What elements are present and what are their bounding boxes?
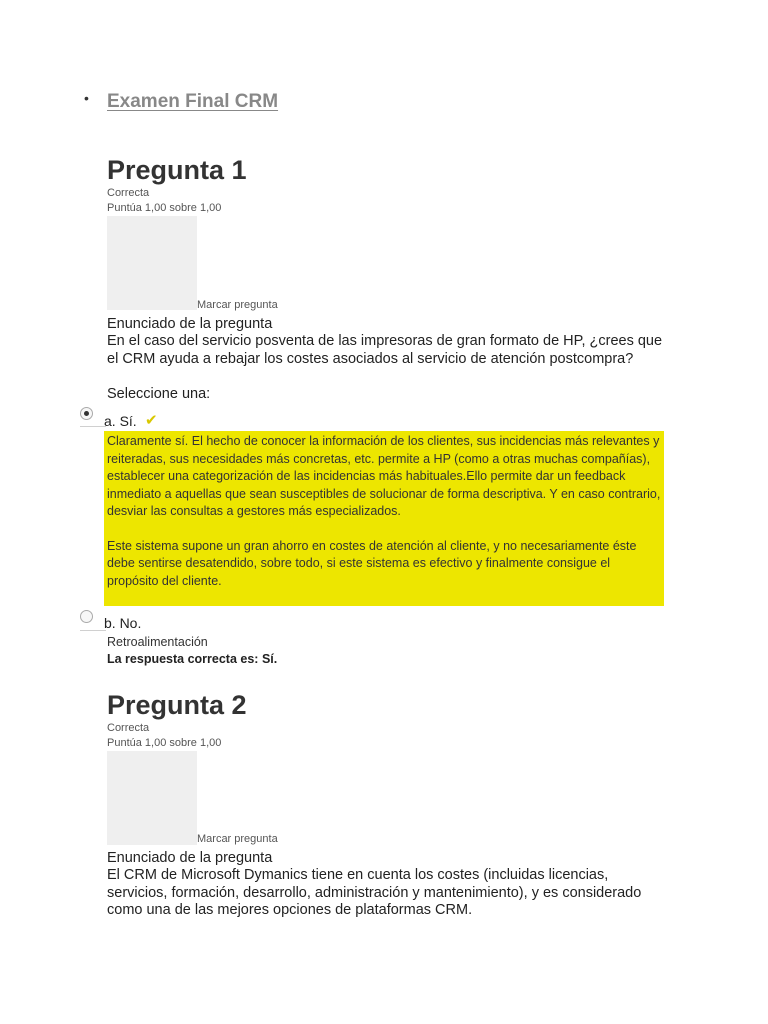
question-1-statement: En el caso del servicio posventa de las impresoras de gran formato de HP, ¿crees que el CRM ayuda a rebajar los costes asociados al servicio de atención postcompra?: [107, 333, 663, 367]
question-2-flag-label[interactable]: Marcar pregunta: [197, 833, 278, 845]
question-1-statement-heading: Enunciado de la pregunta: [107, 316, 273, 332]
question-1-flag-image[interactable]: [107, 216, 197, 310]
option-a-feedback: [104, 431, 664, 606]
question-2-state: Correcta: [107, 722, 150, 734]
question-2-flag-image[interactable]: [107, 751, 197, 845]
question-2-title: Pregunta 2: [107, 690, 247, 720]
question-1-grade: Puntúa 1,00 sobre 1,00: [107, 202, 222, 214]
question-1-prompt: Seleccione una:: [107, 386, 211, 402]
option-a-radio[interactable]: [80, 407, 93, 420]
question-2-statement-heading: Enunciado de la pregunta: [107, 850, 273, 866]
question-1-flag-label[interactable]: Marcar pregunta: [197, 299, 278, 311]
question-1-state: Correcta: [107, 187, 150, 199]
list-bullet: •: [84, 90, 89, 106]
correct-answer: La respuesta correcta es: Sí.: [107, 652, 278, 666]
option-b-label[interactable]: b. No.: [104, 615, 142, 631]
feedback-heading: Retroalimentación: [107, 635, 208, 649]
question-1-title: Pregunta 1: [107, 155, 247, 185]
question-2-statement: El CRM de Microsoft Dymanics tiene en cuenta los costes (incluidas licencias, servicios, formación, desarrollo, administración y mantenimiento), y es considerado como una de las mejores opciones de plataformas CRM.: [107, 867, 642, 918]
option-b-radio[interactable]: [80, 610, 93, 623]
option-a-label[interactable]: a. Sí.: [104, 413, 137, 429]
feedback-paragraph-1: Claramente sí. El hecho de conocer la información de los clientes, sus incidencias más relevantes y reiteradas, sus necesidades más concretas, etc. permite a HP (como a otras muchas compañías), establecer una categorización de las incidencias más habituales.Ello permite dar un feedback inmediato a aquellas que sean susceptibles de solucionar de forma descriptiva. Y en caso contrario, desviar las consultas a gestores más especializados.: [107, 434, 661, 518]
quiz-title-link[interactable]: Examen Final CRM: [107, 91, 279, 112]
feedback-paragraph-2: Este sistema supone un gran ahorro en costes de atención al cliente, y no necesariamente éste debe sentirse desatendido, sobre todo, si este sistema es efectivo y finalmente consigue el propósito del cliente.: [107, 538, 637, 588]
check-icon: ✔: [145, 412, 158, 429]
option-b-underline: [80, 630, 106, 631]
option-a-underline: [80, 426, 106, 427]
question-2-grade: Puntúa 1,00 sobre 1,00: [107, 737, 222, 749]
